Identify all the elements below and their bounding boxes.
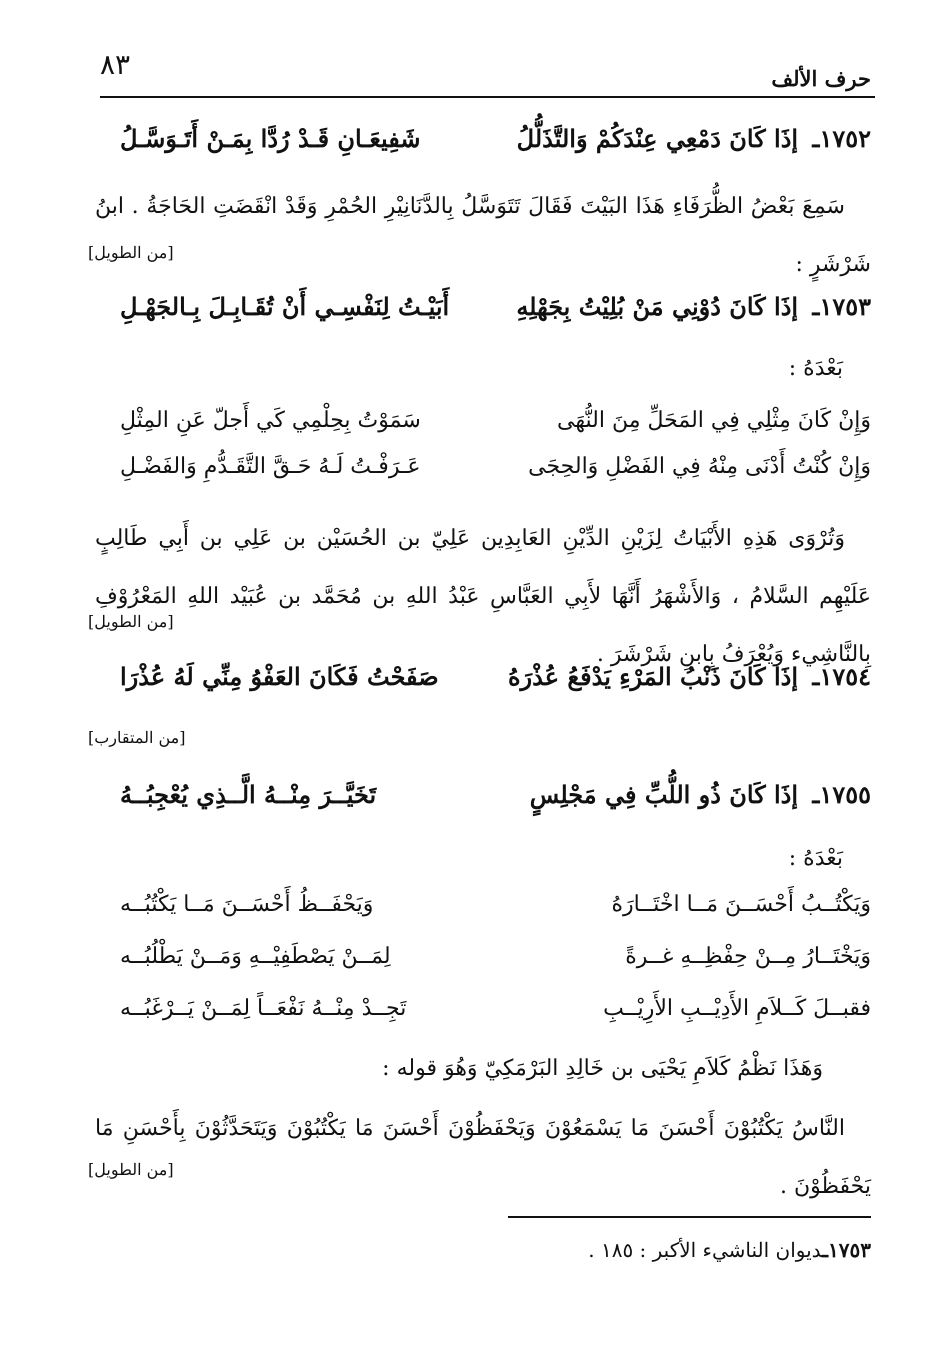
verse-1752 <box>120 124 871 168</box>
hemistich-first: ١٧٥٣ـ إذَا كَانَ دُوْنِي مَنْ بُلِيْتُ بِجَهْلِهِ <box>516 292 871 321</box>
header-rule <box>100 96 875 98</box>
extra-verse: وَيَخْتَــارُ مِــنْ حِفْظِــهِ غــرةً لِمَــنْ يَصْطَفِيْــهِ وَمَــنْ يَطْلُبُــه <box>120 944 871 969</box>
commentary-1753: وَتُرْوَى هَذِهِ الأَبْيَاتُ لِزَيْنِ الدِّيْنِ العَابِدِين عَلِيّ بن الحُسَيْن بن عَلِي بن أَبِي طَالِبٍ عَلَيْهِم السَّلامُ ، وَالأَشْهَرُ أَنَّهَا لأَبِي العَبَّاسِ عَبْدُ اللهِ بن مُحَمَّد بن عُبَيْد اللهِ المَعْرُوْفِ بِالنَّاشِيء وَيُعْرَفُ بِابنِ شَرْشَرَ . <box>95 526 871 667</box>
extra-verse: وَإِنْ كُنْتُ أَدْنَى مِنْهُ فِي الفَضْلِ وَالحِجَى عَـرَفْـتُ لَـهُ حَـقَّ التَّقَـدُّمِ وَالفَضْـلِ <box>120 454 871 479</box>
verse-1754 <box>120 662 871 706</box>
footnote-number: ١٧٥٣ـ <box>822 1238 871 1262</box>
running-header: حرف الألف <box>771 66 871 91</box>
entry-number: ١٧٥٤ـ <box>812 662 871 691</box>
meter-label: [من المتقارب] <box>88 728 186 747</box>
hemistich-second: صَفَحْتُ فَكَانَ العَفْوُ مِنِّي لَهُ عُذْرَا <box>120 662 439 691</box>
meter-label: [من الطويل] <box>88 243 174 262</box>
extra-verse: وَإِنْ كَانَ مِثْلِي فِي المَحَلِّ مِنَ النُّهَى سَمَوْتُ بِحِلْمِي كَي أَجلّ عَنِ المِثْلِ <box>120 408 871 433</box>
entry-number: ١٧٥٣ـ <box>812 292 871 321</box>
extra-verse: وَيَكْتُــبُ أَحْسَــنَ مَــا اخْتَــارَهُ وَيَحْفَــظُ أَحْسَــنَ مَــا يَكْتُبُــه <box>120 892 871 917</box>
hemistich-first: ١٧٥٢ـ إذَا كَانَ دَمْعِي عِنْدَكُمْ وَالتَّذَلُّلُ <box>516 124 871 153</box>
commentary-1752: سَمِعَ بَعْضُ الظُّرَفَاءِ هَذَا البَيْتَ فَقَالَ تَتَوَسَّلُ بِالدَّنَانِيْرِ الحُمْرِ وَقَدْ انْقَضَتِ الحَاجَةُ . ابنُ شَرْشَرٍ : <box>95 194 871 277</box>
commentary-1755: النَّاسُ يَكْتُبُوْنَ أَحْسَنَ مَا يَسْمَعُوْنَ وَيَحْفَظُوْنَ أَحْسَنَ مَا يَكْتُبُوْنَ وَيَتَحَدَّثُوْنَ بِأَحْسَنِ مَا يَحْفَظُوْنَ . <box>95 1116 871 1199</box>
hemistich-second: أَبَيْـتُ لِنَفْسِـي أَنْ تُقَـابِـلَ بِـالجَهْـلِ <box>120 292 450 321</box>
footnote <box>588 1238 871 1262</box>
after-label: بَعْدَهُ : <box>788 356 843 381</box>
hemistich-first: ١٧٥٥ـ إذَا كَانَ ذُو اللُّبِّ فِي مَجْلِسٍ <box>529 780 871 809</box>
hemistich-second: تَخَيَّــرَ مِنْــهُ الَّــذِي يُعْجِبُــهُ <box>120 780 377 809</box>
verse-1753 <box>120 292 871 336</box>
footnote-rule <box>508 1216 871 1218</box>
commentary-intro: وَهَذَا نَظْمُ كَلاَمِ يَحْيَى بن خَالِدِ البَرْمَكِيّ وَهُوَ قوله : <box>382 1056 823 1081</box>
hemistich-second: شَفِيعَـانِ قَـدْ رُدَّا بِمَـنْ أَتَـوَسَّـلُ <box>120 124 421 153</box>
meter-label: [من الطويل] <box>88 1160 174 1179</box>
extra-verse: فقبــلَ كَــلاَمِ الأَدِيْــبِ الأَرِيْــبِ تَجِــدْ مِنْــهُ نَفْعَــاً لِمَــنْ يَــرْغَبُــه <box>120 996 871 1021</box>
page-number: ٨٣ <box>100 48 131 81</box>
entry-number: ١٧٥٢ـ <box>812 124 871 153</box>
after-label: بَعْدَهُ : <box>788 846 843 871</box>
meter-label: [من الطويل] <box>88 612 174 631</box>
verse-1755 <box>120 780 871 824</box>
entry-number: ١٧٥٥ـ <box>812 780 871 809</box>
footnote-text: ديوان الناشيء الأكبر : ١٨٥ . <box>588 1238 823 1262</box>
hemistich-first: ١٧٥٤ـ إذَا كَانَ ذَنْبُ المَرْءِ يَدْفَعُ عُذْرَهُ <box>507 662 871 691</box>
